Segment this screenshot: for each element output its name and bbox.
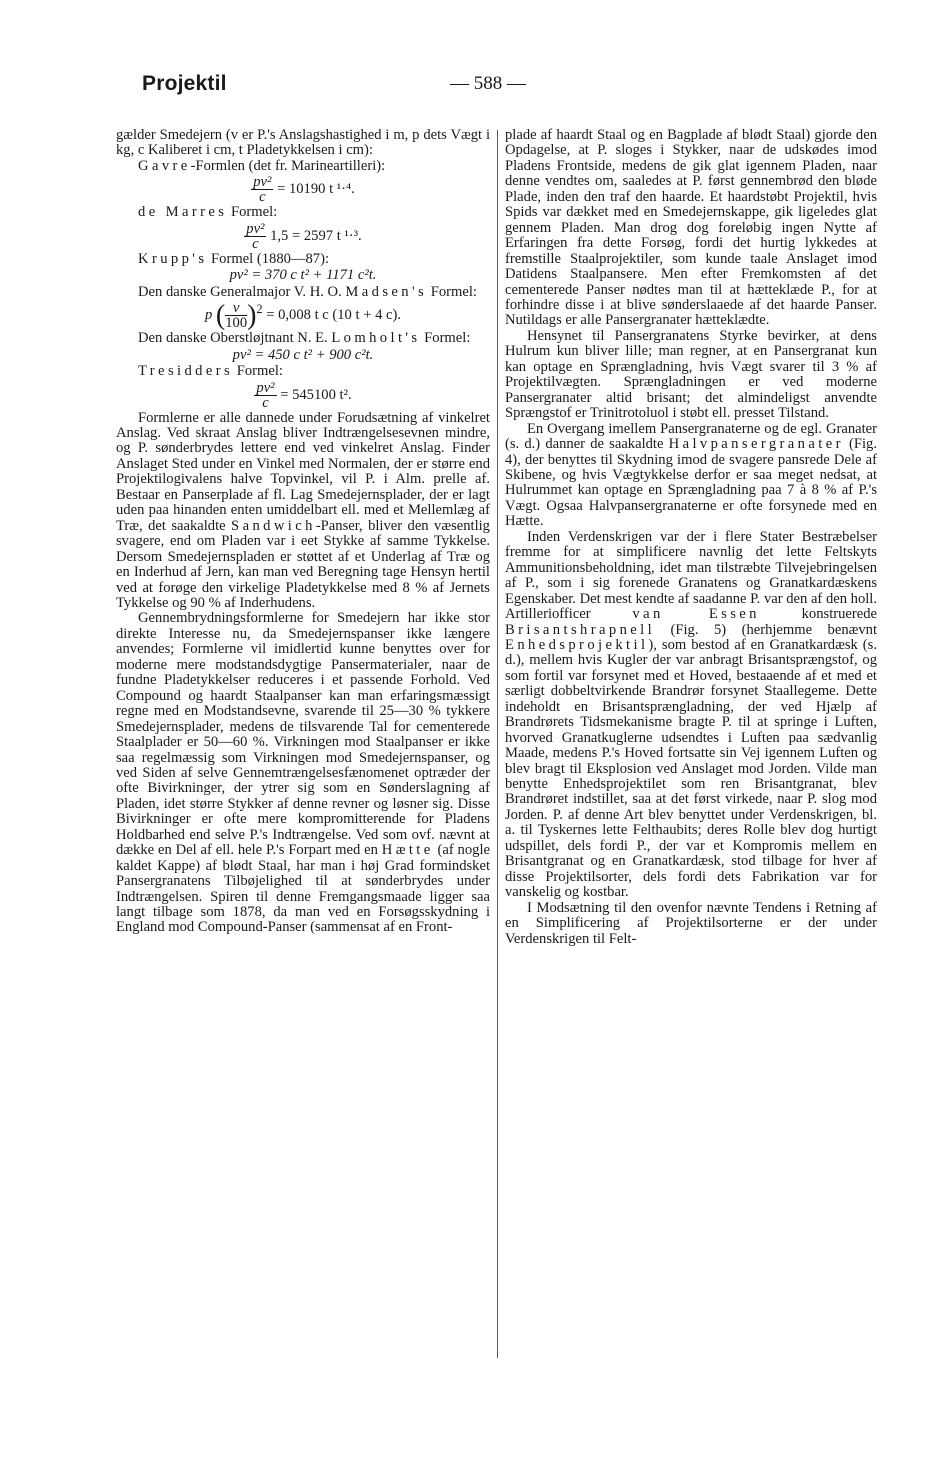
spaced-term: Brisantshrapnell	[505, 621, 656, 638]
fraction	[225, 301, 247, 330]
fraction	[244, 222, 266, 251]
text-run: Formlerne er alle dannede under Forudsætning af vinkelret Anslag. Ved skraat Anslag bliver Indtrængelsesevnen mindre, og P. sønderbrydes lettere end ved vinkelret Anslag. Finder Anslaget Sted under en Vinkel med Normalen, der er større end Projektilogivalens halve Topvinkel, vil P. i Alm. prelle af. Bestaar en Panserplade af fl. Lag Smedejernsplader, der er lagt uden paa hinanden enten umiddelbart ell. med et Mellemlæg af Træ, det saakaldte	[116, 409, 490, 534]
text-run: (af nogle kaldet Kappe) af blødt Staal, har man i høj Grad formindsket Pansergranatens Tilbøjelighed til at sønderbrydes under Indtrængelsen. Spiren til denne Fremgangsmaade ligger saa langt tilbage som 1878, da man ved en Forsøgsskydning i England mod Compound-Panser (sammensat af en Front-	[116, 842, 490, 936]
spaced-term: Sandwich	[231, 517, 316, 534]
person-name: Krupp's	[138, 250, 208, 267]
person-name: Madsen's	[345, 283, 428, 300]
krupp-formula: pv² = 370 c t² + 1171 c²t.	[229, 267, 377, 284]
person-name: Gavre	[138, 157, 191, 174]
person-name: Lomholt's	[331, 330, 421, 347]
paragraph: gælder Smedejern (v er P.'s Anslagshastighed i m, p dets Vægt i kg, c Kaliberet i cm, t Pladetykkelsen i cm):	[116, 127, 490, 159]
text-run: -Panser, bliver den væsentlig svagere, end om Pladen var i eet Stykke af samme Tykkelse. Dersom Smedejernspladen er støttet af et Underlag af Træ og en Inderhud af Jern, kan man ved Beregning tage Hensyn hertil ved at forøge den virkelige Pladetykkelse med 8 % af Jernets Tykkelse og 90 % af Inderhudens.	[116, 517, 490, 611]
tresidder-heading	[116, 364, 490, 379]
text-run: Inden Verdenskrigen var der i flere Stater Bestræbelser fremme for at simplificere navnlig det lette Feltskyts Ammunitionsbeholdning, idet man tilstræbte Tilvejebringelsen af P., som i sig forenede Granatens og Granatkardæskens Egenskaber. Det mest kendte af saadanne P. var den af den holl. Artilleriofficer	[505, 528, 878, 623]
paragraph: I Modsætning til den ovenfor nævnte Tendens i Retning af en Simplificering af Projektilsorterne er der under Verdenskrigen til Felt-	[505, 899, 877, 947]
heading-text: Formel:	[233, 363, 283, 380]
paragraph	[505, 530, 877, 901]
text-run: (Fig. 5) (herhjemme benævnt	[655, 621, 877, 638]
denominator: c	[262, 394, 269, 411]
formula-rhs: = 545100 t².	[280, 386, 352, 403]
spaced-term: van Essen	[632, 606, 760, 623]
madsen-formula	[116, 301, 490, 330]
text-run: ), som bestod af en Granatkardæsk (s. d.), mellem hvis Kugler der var anbragt Brisantsprængstof, og som fortil var forsynet med et Hoved, bestaaende af et med et særligt dobbeltvirkende Brandrør forsynet Staallegeme. Dette indeholdt en Brisantsprængladning, der ved Hjælp af Brandrørets Tidsmekanisme bragte P. til at springe i Luften, hvorved Granatkuglerne udsendtes i Luften paa sædvanlig Maade, medens P.'s Hoved fortsatte sin Vej igennem Luften og blev bragt til Eksplosion ved Anslaget mod Jorden. Vilde man benytte Enhedsprojektilet som ren Brisantgranat, blev Brandrøret indstillet, saa at det først virkede, naar P. slog mod Jorden. P. af denne Art blev benyttet under Verdenskrigen, bl. a. til Tyskernes lette Felthaubits; deres Rolle blev dog hurtigt udspillet, dels fordi P., der var et Kompromis mellem en Brisantgranat og en Granatkardæsk, stod tilbage for hver af disse Projektilsorter, dels fordi dets Fabrikation var for vanskelig og kostbar.	[505, 636, 877, 901]
paragraph: plade af haardt Staal og en Bagplade af blødt Staal) gjorde den Opdagelse, at P. sloges i Stykker, naar de udskødes imod Pladens Frontside, medens de gik glat igennem Pladen, naar denne vendtes om, saaledes at P. først gennembrød den bløde Plade, inden den traf den haarde. Et haardstøbt Projektil, hvis Spids var dækket med en Smedejernskappe, gik ligeledes glat gennem Pladen. Man drog dog foreløbig ingen Nytte af Erfaringen fra dette Forsøg, fordi det hurtig lykkedes at fremstille Staalprojektiler, som kunde taale Anslaget imod Datidens Staalpansere. Men efter Fremkomsten af det cementerede Panser nødtes man til at hætteklæde P., for at forhindre disse i at blive sønderslaaede af det haarde Panser. Nutildags er alle Pansergranater hætteklædte.	[505, 127, 877, 329]
heading-text: Den danske Generalmajor V. H. O.	[138, 283, 346, 300]
person-name: de Marres	[138, 204, 228, 221]
tresidder-formula	[116, 381, 490, 410]
paragraph	[505, 422, 877, 530]
denominator: 100	[225, 315, 248, 332]
paragraph	[116, 411, 490, 612]
formula-rhs: 1,5 = 2597 t ¹·³.	[270, 227, 362, 244]
gavre-formula	[116, 175, 490, 204]
numerator: pv²	[253, 174, 272, 191]
variable: p	[204, 307, 213, 324]
marre-heading	[116, 205, 490, 220]
heading-text: Formel:	[427, 283, 477, 300]
gavre-heading	[116, 159, 490, 174]
spaced-term: Hætte	[381, 842, 434, 859]
numerator: pv²	[256, 379, 275, 396]
paragraph: Hensynet til Pansergranatens Styrke bevirker, at dens Hulrum kun bliver lille; man regner, at en Pansergranat kun kan optage en Sprængladning, hvis Vægt svarer til 3 % af Projektilvægten. Sprængladningen er ved moderne Pansergranater altid brisant; det almindeligst anvendte Sprængstof er Trinitrotoluol i støbt ell. presset Tilstand.	[505, 327, 877, 422]
close-paren: )	[247, 299, 257, 331]
text-run: (Fig. 4), der benyttes til Skydning imod de svagere pansrede Dele af Skibene, og hvis Vægtykkelse derfor er saa meget nedsat, at Hulrummet kan optage en Sprængladning paa 7 à 8 % af P.'s Vægt. Ogsaa Halvpansergranaterne er ofte forsynede med en Hætte.	[505, 436, 877, 530]
formula-rhs: = 0,008 t c (10 t + 4 c).	[266, 307, 402, 324]
lomholt-heading	[116, 331, 490, 346]
heading-text: Formel:	[227, 204, 278, 221]
madsen-heading	[116, 285, 490, 300]
text-run: Gennembrydningsformlerne for Smedejern har ikke stor direkte Interesse nu, da Smedejernspanser ikke længere anvendes; Formlerne vil imidlertid kunne benyttes over for moderne mere modstandsdygtige Pansermaterialer, naar de fundne Pladetykkelser reduceres i et passende Forhold. Ved Compound og haardt Staalpanser kan man erfaringsmæssigt regne med en Modstandsevne, svarende til 25—30 % tykkere Smedejernsplader, medens de tilsvarende Tal for cementerede Staalplader er 50—60 %. Virkningen mod Staalpanser er ikke saa regelmæssig som Virkningen mod Smedejernspanser, og ved Siden af selve Gennemtrængelsesfænomenet optræder der ofte Bivirkninger, der ytrer sig som en Sønderslagning af Pladen, idet større Stykker af denne revner og løsner sig. Disse Bivirkninger er ofte mere kompromitterende for Pladens Holdbarhed end selve P.'s Indtrængelse. Ved som ovf. nævnt at dække en Del af ell. hele P.'s Forpart med en	[116, 610, 490, 859]
heading-text: Formel:	[420, 330, 471, 347]
denominator: c	[259, 189, 266, 206]
right-column	[505, 128, 877, 947]
fraction	[254, 381, 276, 410]
heading-text: -Formlen (det fr. Marineartilleri):	[190, 157, 386, 174]
krupp-heading	[116, 252, 490, 267]
numerator: v	[225, 301, 247, 316]
denominator: c	[252, 235, 259, 252]
text-run: konstruerede	[759, 606, 877, 623]
person-name: Tresidders	[138, 363, 234, 380]
open-paren: (	[215, 299, 226, 331]
page-header	[117, 72, 818, 102]
exponent: 2	[256, 302, 263, 317]
heading-text: Formel (1880—87):	[207, 250, 330, 267]
marre-formula	[116, 222, 490, 251]
page-number: — 588 —	[450, 73, 526, 94]
heading-text: Den danske Oberstløjtnant N. E.	[138, 330, 332, 347]
formula-rhs: = 10190 t ¹·⁴.	[277, 181, 355, 198]
text-run: En Overgang imellem Pansergranaterne og de egl. Granater (s. d.) danner de saakaldte	[505, 420, 877, 453]
paragraph	[116, 611, 490, 936]
spaced-term: Enhedsprojektil	[505, 636, 649, 653]
left-column	[116, 128, 490, 936]
spaced-term: Halvpansergranater	[668, 436, 844, 453]
lomholt-formula: pv² = 450 c t² + 900 c²t.	[232, 346, 374, 363]
fraction	[251, 175, 273, 204]
numerator: pv²	[246, 220, 265, 237]
column-divider	[497, 130, 498, 1358]
running-title: Projektil	[142, 72, 227, 95]
